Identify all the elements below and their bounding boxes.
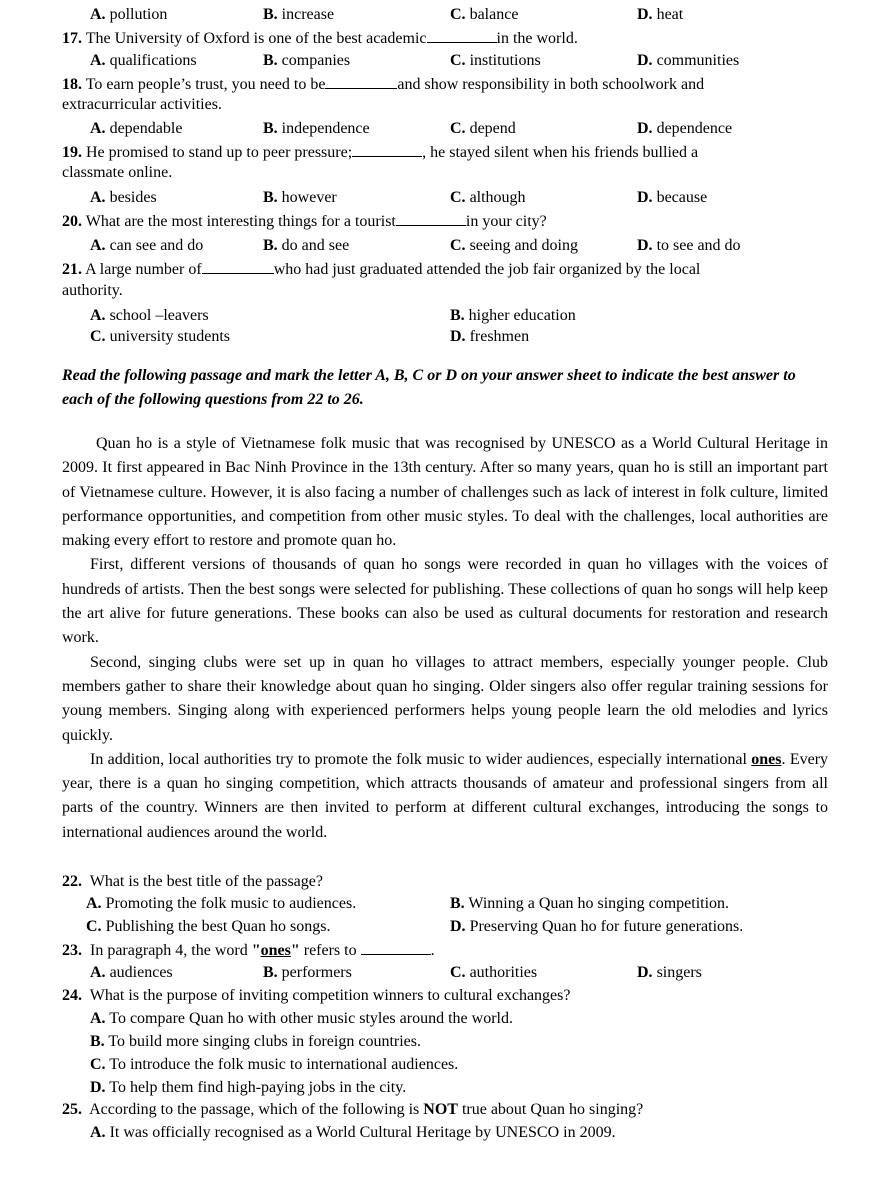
- option-c: C. university students: [90, 328, 230, 345]
- question-25: [62, 1099, 828, 1144]
- question-stem: 18. To earn people’s trust, you need to be and show responsibility in both schoolwork and extracurricular activities.: [62, 73, 828, 115]
- quoted-word: ones: [260, 942, 291, 960]
- underlined-word: ones: [751, 750, 782, 768]
- answer-blank: [361, 939, 431, 955]
- question-stem: 19. He promised to stand up to peer pressure; , he stayed silent when his friends bullied a classmate online.: [62, 141, 828, 183]
- option-b: B. independence: [263, 120, 370, 137]
- option-a: A. To compare Quan ho with other music styles around the world.: [90, 1010, 513, 1028]
- option-d: D. Preserving Quan ho for future generations.: [450, 918, 744, 936]
- reading-instruction: Read the following passage and mark the letter A, B, C or D on your answer sheet to indicate the best answer to each of the following questions from 22 to 26.: [62, 367, 796, 408]
- option-b: B. Winning a Quan ho singing competition.: [450, 895, 730, 913]
- question-24: [62, 985, 828, 1099]
- option-d: D. to see and do: [637, 237, 741, 254]
- option-d: D. freshmen: [450, 328, 530, 345]
- question-18: [62, 73, 828, 141]
- question-options-row-2: [62, 326, 828, 347]
- option-d: D. heat: [637, 6, 684, 23]
- passage-paragraph-2: First, different versions of thousands of quan ho songs were recorded in quan ho villages with the voices of hundreds of artists. Then the best songs were selected for publishing. These collections of quan ho songs will help keep the art alive for future generations. These books can also be used as cultural documents for restoration and research work.: [62, 556, 828, 647]
- option-a: A. audiences: [90, 964, 173, 982]
- question-options-row-1: [62, 305, 828, 326]
- option-c: C. depend: [450, 120, 516, 137]
- question-stem: 20. What are the most interesting things for a tourist in your city?: [62, 210, 828, 234]
- option-a: A. qualifications: [90, 52, 197, 69]
- question-22: [62, 871, 828, 939]
- question-options: [62, 1007, 828, 1099]
- question-options: [62, 50, 828, 73]
- option-b: B. companies: [263, 52, 351, 69]
- question-stem: 21. A large number of who had just graduated attended the job fair organized by the local authority.: [62, 258, 828, 301]
- option-c: C. Publishing the best Quan ho songs.: [86, 918, 331, 936]
- option-c: C. authorities: [450, 964, 538, 982]
- question-19: [62, 141, 828, 210]
- question-options-row-1: [62, 893, 828, 916]
- passage-paragraph-1: Quan ho is a style of Vietnamese folk music that was recognised by UNESCO as a World Cultural Heritage in 2009. It first appeared in Bac Ninh Province in the 13th century. After so many years, quan ho is still an important part of Vietnamese culture. However, it is also facing a number of challenges such as lack of interest in folk culture, limited performance opportunities, and competition from other music styles. To deal with the challenges, local authorities are making every effort to restore and promote quan ho.: [62, 435, 828, 550]
- option-c: C. institutions: [450, 52, 541, 69]
- option-d: D. because: [637, 189, 708, 206]
- option-c: C. seeing and doing: [450, 237, 578, 254]
- question-23: [62, 939, 828, 985]
- question-stem: 23. In paragraph 4, the word "ones" refers to .: [62, 939, 828, 962]
- option-d: D. communities: [637, 52, 740, 69]
- question-17: [62, 27, 828, 73]
- reading-passage: [62, 432, 828, 845]
- answer-blank: [427, 27, 497, 43]
- question-stem: 22. What is the best title of the passage?: [62, 873, 323, 891]
- passage-paragraph-4: In addition, local authorities try to promote the folk music to wider audiences, especially international ones. Every year, there is a quan ho singing competition, which attracts thousands of amateur and professional singers from all parts of the country. Winners are then invited to perform at different cultural exchanges, introducing the songs to international audiences around the world.: [62, 750, 829, 841]
- question-stem: 25. According to the passage, which of the following is NOT true about Quan ho singing?: [62, 1101, 644, 1119]
- answer-blank: [352, 141, 422, 157]
- passage-paragraph-3: Second, singing clubs were set up in quan ho villages to attract members, especially younger people. Club members gather to share their knowledge about quan ho singing. Older singers also offer regular training sessions for young members. Singing along with experienced performers helps young people learn the old melodies and lyrics quickly.: [62, 653, 828, 744]
- option-b: B. do and see: [263, 237, 350, 254]
- option-a: A. school –leavers: [90, 307, 209, 324]
- question-options: [62, 187, 828, 210]
- option-a: A. Promoting the folk music to audiences.: [86, 895, 357, 913]
- option-d: D. singers: [637, 964, 702, 982]
- question-20: [62, 210, 828, 258]
- option-d: D. dependence: [637, 120, 733, 137]
- q16-options: [62, 4, 828, 27]
- option-a: A. besides: [90, 189, 157, 206]
- answer-blank: [325, 73, 397, 89]
- question-stem: 24. What is the purpose of inviting competition winners to cultural exchanges?: [62, 987, 571, 1005]
- question-stem: 17. The University of Oxford is one of the best academic in the world.: [62, 27, 828, 50]
- option-b: B. performers: [263, 964, 352, 982]
- option-a: A. can see and do: [90, 237, 204, 254]
- question-options: [62, 118, 828, 141]
- option-b: B. increase: [263, 6, 335, 23]
- option-b: B. To build more singing clubs in foreign countries.: [90, 1033, 421, 1051]
- option-b: B. higher education: [450, 307, 576, 324]
- option-b: B. however: [263, 189, 337, 206]
- question-options: [62, 235, 828, 258]
- option-c: C. although: [450, 189, 526, 206]
- option-d: D. To help them find high-paying jobs in the city.: [90, 1079, 407, 1097]
- question-options-row-2: [62, 916, 828, 939]
- question-options: [62, 1121, 828, 1144]
- question-options: [62, 962, 828, 985]
- option-a: A. It was officially recognised as a World Cultural Heritage by UNESCO in 2009.: [90, 1124, 616, 1142]
- option-c: C. balance: [450, 6, 519, 23]
- answer-blank: [202, 258, 274, 274]
- option-c: C. To introduce the folk music to international audiences.: [90, 1056, 459, 1074]
- option-a: A. pollution: [90, 6, 168, 23]
- answer-blank: [396, 210, 466, 226]
- option-a: A. dependable: [90, 120, 183, 137]
- question-21: [62, 258, 828, 347]
